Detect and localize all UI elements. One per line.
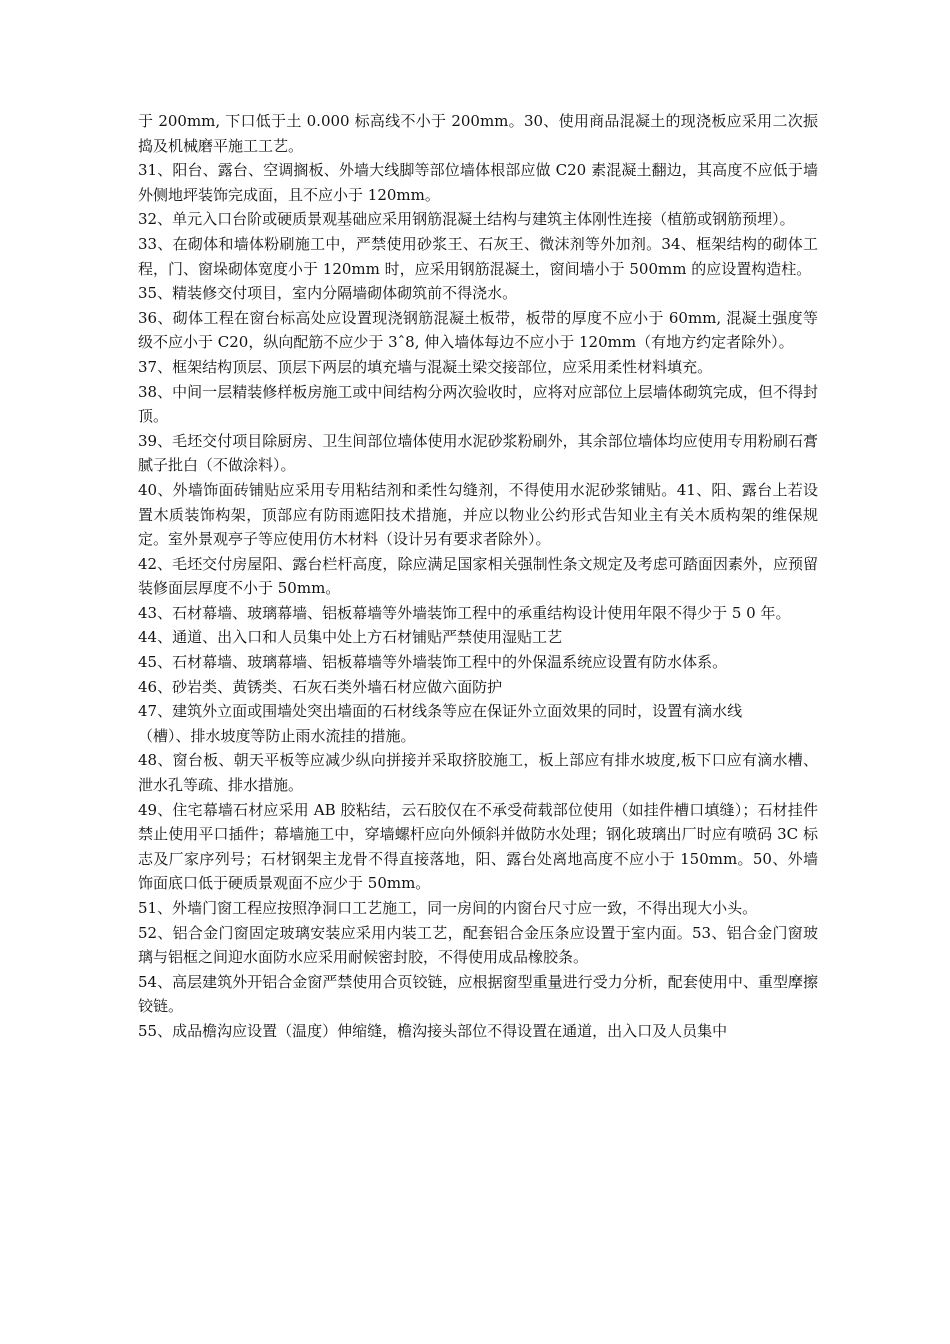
paragraph-43: 43、石材幕墙、玻璃幕墙、铝板幕墙等外墙装饰工程中的承重结构设计使用年限不得少于 5 0 年。: [138, 603, 791, 622]
paragraph-45: 45、石材幕墙、玻璃幕墙、铝板幕墙等外墙装饰工程中的外保温系统应设置有防水体系。: [138, 653, 728, 672]
document-body: [138, 109, 818, 1044]
paragraph-54: 54、高层建筑外开铝合金窗严禁使用合页铰链，应根据窗型重量进行受力分析，配套使用中、重型摩擦铰链。: [138, 972, 818, 1016]
paragraph-52-53: 52、铝合金门窗固定玻璃安装应采用内装工艺，配套铝合金压条应设置于室内面。53、铝合金门窗玻璃与铝框之间迎水面防水应采用耐候密封胶，不得使用成品橡胶条。: [138, 923, 818, 967]
paragraph-55: 55、成品檐沟应设置（温度）伸缩缝，檐沟接头部位不得设置在通道，出入口及人员集中: [138, 1021, 728, 1040]
paragraph-33-34: 33、在砌体和墙体粉刷施工中，严禁使用砂浆王、石灰王、微沫剂等外加剂。34、框架结构的砌体工程，门、窗垛砌体宽度小于 120mm 时，应采用钢筋混凝土，窗间墙小于 500mm 的应设置构造柱。: [138, 234, 818, 278]
paragraph-49-50: 49、住宅幕墙石材应采用 AB 胶粘结，云石胶仅在不承受荷载部位使用（如挂件槽口填缝）；石材挂件禁止使用平口插件；幕墙施工中，穿墙螺杆应向外倾斜并做防水处理；钢化玻璃出厂时应有喷码 3C 标志及厂家序列号；石材钢架主龙骨不得直接落地，阳、露台处离地高度不应小于 150mm。50、外墙饰面底口低于硬质景观面不应少于 50mm。: [138, 800, 818, 893]
paragraph-44: 44、通道、出入口和人员集中处上方石材铺贴严禁使用湿贴工艺: [138, 628, 563, 647]
paragraph-40-41: 40、外墙饰面砖铺贴应采用专用粘结剂和柔性勾缝剂，不得使用水泥砂浆铺贴。41、阳、露台上若设置木质装饰构架，顶部应有防雨遮阳技术措施，并应以物业公约形式告知业主有关木质构架的维保规定。室外景观亭子等应使用仿木材料（设计另有要求者除外）。: [138, 480, 818, 549]
paragraph-39: 39、毛坯交付项目除厨房、卫生间部位墙体使用水泥砂浆粉刷外，其余部位墙体均应使用专用粉刷石膏腻子批白（不做涂料）。: [138, 431, 818, 475]
paragraph-32: 32、单元入口台阶或硬质景观基础应采用钢筋混凝土结构与建筑主体刚性连接（植筋或钢筋预埋）。: [138, 210, 795, 229]
paragraph-47: 47、建筑外立面或围墙处突出墙面的石材线条等应在保证外立面效果的同时，设置有滴水线: [138, 702, 743, 721]
paragraph-31: 31、阳台、露台、空调搁板、外墙大线脚等部位墙体根部应做 C20 素混凝土翻边，其高度不应低于墙外侧地坪装饰完成面，且不应小于 120mm。: [138, 161, 818, 204]
paragraph-37: 37、框架结构顶层、顶层下两层的填充墙与混凝土梁交接部位，应采用柔性材料填充。: [138, 357, 713, 376]
paragraph-29-end: 于 200mm, 下口低于土 0.000 标高线不小于 200mm。30、使用商品混凝土的现浇板应采用二次振捣及机械磨平施工工艺。: [138, 112, 818, 155]
paragraph-48: 48、窗台板、朝天平板等应减少纵向拼接并采取挤胶施工，板上部应有排水坡度,板下口应有滴水槽、泄水孔等疏、排水措施。: [138, 751, 818, 795]
paragraph-46: 46、砂岩类、黄锈类、石灰石类外墙石材应做六面防护: [138, 677, 503, 696]
paragraph-51: 51、外墙门窗工程应按照净洞口工艺施工，同一房间的内窗台尺寸应一致，不得出现大小头。: [138, 899, 758, 917]
paragraph-38: 38、中间一层精装修样板房施工或中间结构分两次验收时，应将对应部位上层墙体砌筑完成，但不得封顶。: [138, 382, 818, 426]
paragraph-42: 42、毛坯交付房屋阳、露台栏杆高度，除应满足国家相关强制性条文规定及考虑可踏面因素外，应预留装修面层厚度不小于 50mm。: [138, 554, 818, 598]
paragraph-47-continued: （槽）、排水坡度等防止雨水流挂的措施。: [138, 726, 416, 745]
paragraph-35: 35、精装修交付项目，室内分隔墙砌体砌筑前不得浇水。: [138, 284, 518, 303]
paragraph-36: 36、砌体工程在窗台标高处应设置现浇钢筋混凝土板带，板带的厚度不应小于 60mm, 混凝土强度等级不应小于 C20，纵向配筋不应少于 3ˆ8, 伸入墙体每边不应小于 120mm（有地方约定者除外）。: [138, 308, 818, 352]
